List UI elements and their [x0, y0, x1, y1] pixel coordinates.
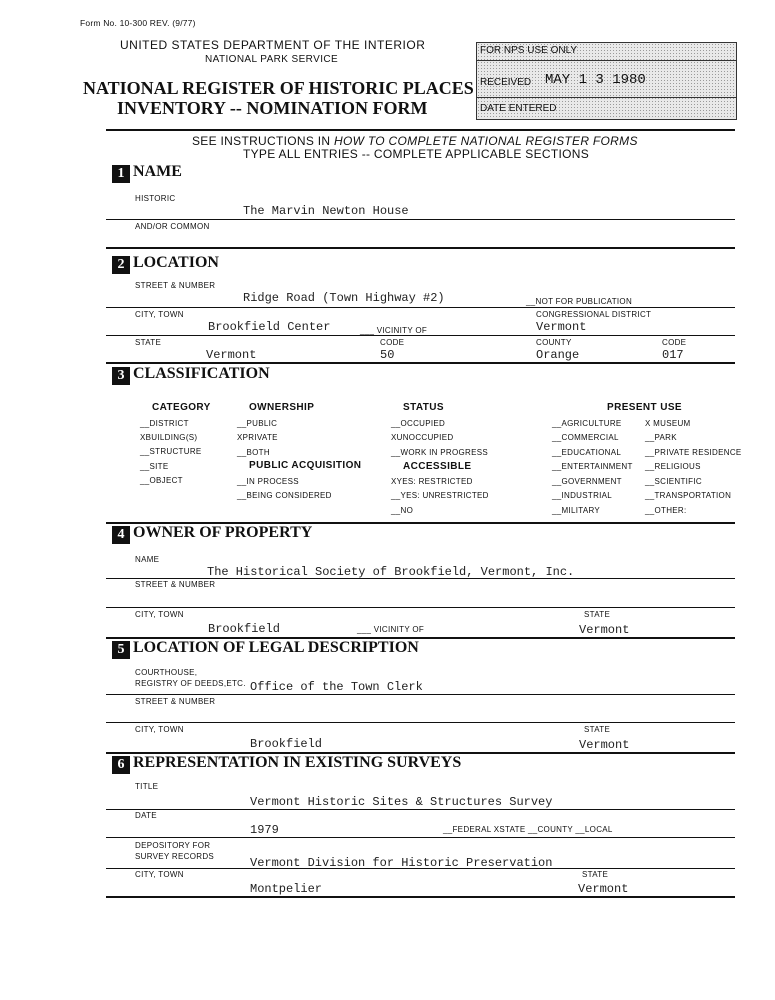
status-item: XUNOCCUPIED: [391, 433, 454, 442]
service-name: NATIONAL PARK SERVICE: [205, 54, 339, 65]
received-label: RECEIVED: [480, 77, 532, 88]
status-heading: STATUS: [403, 402, 444, 413]
present-use-item: __ENTERTAINMENT: [552, 462, 633, 471]
historic-label: HISTORIC: [135, 194, 176, 203]
present-use-item: __COMMERCIAL: [552, 433, 619, 442]
owner-name-value: The Historical Society of Brookfield, Vermont, Inc.: [207, 565, 575, 579]
owner-city-value: Brookfield: [208, 622, 281, 636]
depository-value: Vermont Division for Historic Preservation: [250, 856, 553, 870]
section-4-title: OWNER OF PROPERTY: [133, 524, 313, 541]
state-code-value: 50: [380, 348, 395, 362]
present-use-item: __AGRICULTURE: [552, 419, 622, 428]
form-number: Form No. 10-300 REV. (9/77): [80, 18, 196, 28]
section-6-number: 6: [112, 756, 130, 774]
ownership-item: __BOTH: [237, 448, 270, 457]
section-6-title: REPRESENTATION IN EXISTING SURVEYS: [133, 754, 462, 771]
section-2-title: LOCATION: [133, 254, 219, 271]
acquisition-heading: PUBLIC ACQUISITION: [249, 460, 362, 471]
category-item: __OBJECT: [140, 476, 183, 485]
ownership-item: XPRIVATE: [237, 433, 278, 442]
survey-date-value: 1979: [250, 823, 279, 837]
category-item: __SITE: [140, 462, 169, 471]
category-item: XBUILDING(S): [140, 433, 198, 442]
survey-date-label: DATE: [135, 811, 157, 820]
state-code-label: CODE: [380, 338, 405, 347]
accessible-heading: ACCESSIBLE: [403, 461, 472, 472]
section-1-title: NAME: [133, 163, 182, 180]
owner-city-label: CITY, TOWN: [135, 610, 184, 619]
county-label: COUNTY: [536, 338, 572, 347]
owner-vicinity-label: ___ VICINITY OF: [357, 625, 425, 634]
present-use-item: __PRIVATE RESIDENCE: [645, 448, 742, 457]
status-item: __OCCUPIED: [391, 419, 446, 428]
present-use-item: __MILITARY: [552, 506, 601, 515]
category-item: __DISTRICT: [140, 419, 189, 428]
survey-records-label: SURVEY RECORDS: [135, 852, 215, 861]
section-3-number: 3: [112, 367, 130, 385]
survey-city-value: Montpelier: [250, 882, 323, 896]
present-use-item: __OTHER:: [645, 506, 687, 515]
form-title-line1: NATIONAL REGISTER OF HISTORIC PLACES: [83, 78, 474, 98]
received-stamp: MAY 1 3 1980: [545, 72, 646, 88]
present-use-item: __INDUSTRIAL: [552, 491, 613, 500]
survey-city-label: CITY, TOWN: [135, 870, 184, 879]
county-value: Orange: [536, 348, 580, 362]
present-use-item: __RELIGIOUS: [645, 462, 701, 471]
state-label: STATE: [135, 338, 162, 347]
city-label: CITY, TOWN: [135, 310, 184, 319]
survey-state-value: Vermont: [578, 882, 629, 896]
not-for-publication: __NOT FOR PUBLICATION: [526, 297, 633, 306]
date-entered-label: DATE ENTERED: [480, 103, 557, 114]
present-use-heading: PRESENT USE: [607, 402, 682, 413]
nps-use-box: [476, 42, 737, 120]
present-use-item: __SCIENTIFIC: [645, 477, 702, 486]
survey-title-label: TITLE: [135, 782, 159, 791]
present-use-item: __EDUCATIONAL: [552, 448, 622, 457]
acquisition-item: __BEING CONSIDERED: [237, 491, 332, 500]
section-3-title: CLASSIFICATION: [133, 365, 270, 382]
courthouse-value: Office of the Town Clerk: [250, 680, 423, 694]
county-code-label: CODE: [662, 338, 687, 347]
status-item: __WORK IN PROGRESS: [391, 448, 488, 457]
courthouse-label: COURTHOUSE,: [135, 668, 198, 677]
category-heading: CATEGORY: [152, 402, 211, 413]
instructions-line2: TYPE ALL ENTRIES -- COMPLETE APPLICABLE SECTIONS: [243, 147, 590, 161]
survey-state-label: STATE: [582, 870, 609, 879]
instructions-line1: [192, 134, 638, 148]
legal-city-label: CITY, TOWN: [135, 725, 184, 734]
legal-state-label: STATE: [584, 725, 611, 734]
accessible-item: XYES: RESTRICTED: [391, 477, 473, 486]
nps-heading: FOR NPS USE ONLY: [480, 45, 578, 56]
instructions-prefix: SEE INSTRUCTIONS IN: [192, 134, 335, 148]
street-label: STREET & NUMBER: [135, 281, 216, 290]
historic-name-value: The Marvin Newton House: [243, 204, 409, 218]
ownership-heading: OWNERSHIP: [249, 402, 315, 413]
street-value: Ridge Road (Town Highway #2): [243, 291, 445, 305]
owner-state-label: STATE: [584, 610, 611, 619]
owner-state-value: Vermont: [579, 623, 630, 637]
depository-label: DEPOSITORY FOR: [135, 841, 211, 850]
section-4-number: 4: [112, 526, 130, 544]
agency-name: UNITED STATES DEPARTMENT OF THE INTERIOR: [120, 38, 426, 52]
present-use-item: X MUSEUM: [645, 419, 691, 428]
ownership-item: __PUBLIC: [237, 419, 278, 428]
section-2-number: 2: [112, 256, 130, 274]
accessible-item: __NO: [391, 506, 414, 515]
congressional-district-value: Vermont: [536, 320, 587, 334]
present-use-item: __TRANSPORTATION: [645, 491, 732, 500]
common-name-label: AND/OR COMMON: [135, 222, 210, 231]
owner-name-label: NAME: [135, 555, 160, 564]
owner-street-label: STREET & NUMBER: [135, 580, 216, 589]
survey-title-value: Vermont Historic Sites & Structures Survey: [250, 795, 553, 809]
vicinity-label: ___ VICINITY OF: [360, 326, 428, 335]
section-1-number: 1: [112, 165, 130, 183]
county-code-value: 017: [662, 348, 684, 362]
legal-city-value: Brookfield: [250, 737, 323, 751]
accessible-item: __YES: UNRESTRICTED: [391, 491, 489, 500]
instructions-title: HOW TO COMPLETE NATIONAL REGISTER FORMS: [334, 134, 638, 148]
legal-street-label: STREET & NUMBER: [135, 697, 216, 706]
form-title-line2: INVENTORY -- NOMINATION FORM: [117, 98, 428, 118]
registry-label: REGISTRY OF DEEDS,ETC.: [135, 679, 246, 688]
city-value: Brookfield Center: [208, 320, 331, 334]
survey-level-options: __FEDERAL XSTATE __COUNTY __LOCAL: [443, 825, 613, 834]
section-5-title: LOCATION OF LEGAL DESCRIPTION: [133, 639, 419, 656]
present-use-item: __PARK: [645, 433, 677, 442]
category-item: __STRUCTURE: [140, 447, 202, 456]
present-use-item: __GOVERNMENT: [552, 477, 622, 486]
legal-state-value: Vermont: [579, 738, 630, 752]
acquisition-item: __IN PROCESS: [237, 477, 299, 486]
section-5-number: 5: [112, 641, 130, 659]
congressional-district-label: CONGRESSIONAL DISTRICT: [536, 310, 652, 319]
state-value: Vermont: [206, 348, 257, 362]
